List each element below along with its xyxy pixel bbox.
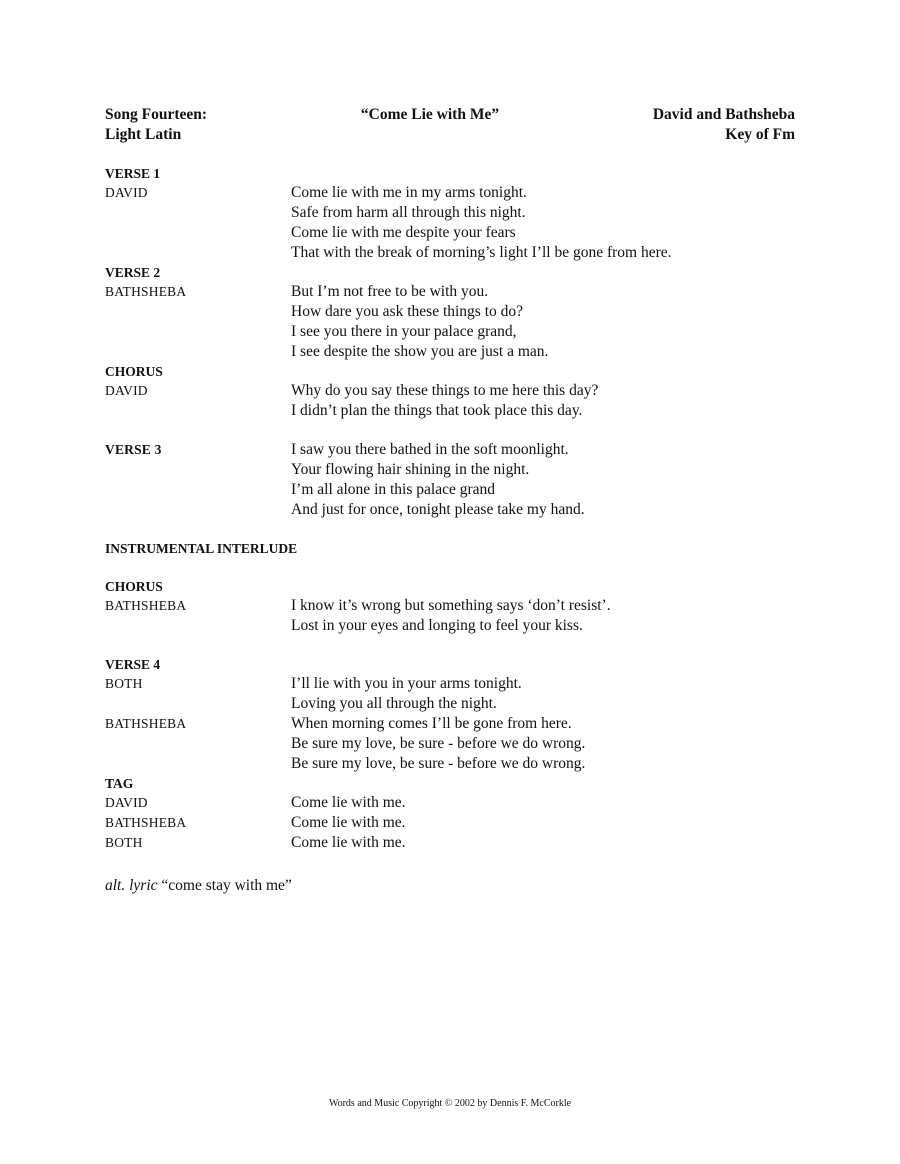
lyric-line: I didn’t plan the things that took place this day. bbox=[291, 402, 583, 419]
speaker-label: BATHSHEBA bbox=[105, 598, 187, 613]
lyric-line: Safe from harm all through this night. bbox=[291, 204, 526, 221]
lyric-line: Come lie with me. bbox=[291, 794, 406, 811]
section-label-verse-1: VERSE 1 bbox=[105, 166, 161, 181]
section-label-chorus: CHORUS bbox=[105, 364, 163, 379]
section-label-verse-3: VERSE 3 bbox=[105, 442, 162, 457]
section-chorus-2 bbox=[105, 596, 805, 636]
song-key: Key of Fm bbox=[725, 126, 795, 143]
alt-lyric-note bbox=[105, 876, 292, 896]
lyric-line: How dare you ask these things to do? bbox=[291, 303, 524, 320]
lyrics-body bbox=[105, 164, 805, 853]
speaker-label: BATHSHEBA bbox=[105, 716, 187, 731]
section-label-tag: TAG bbox=[105, 776, 134, 791]
lyric-line: I see despite the show you are just a man. bbox=[291, 343, 549, 360]
lyric-line: Be sure my love, be sure - before we do wrong. bbox=[291, 735, 586, 752]
speaker-label: BOTH bbox=[105, 676, 143, 691]
speaker-label: BATHSHEBA bbox=[105, 815, 187, 830]
song-header bbox=[105, 105, 795, 149]
section-verse-2 bbox=[105, 282, 805, 362]
lyric-line: That with the break of morning’s light I’ll be gone from here. bbox=[291, 244, 672, 261]
lyric-line: Be sure my love, be sure - before we do wrong. bbox=[291, 755, 586, 772]
lyric-line: I know it’s wrong but something says ‘don’t resist’. bbox=[291, 597, 611, 614]
song-number: Song Fourteen: bbox=[105, 106, 208, 123]
header-right bbox=[653, 105, 795, 145]
section-label-chorus: CHORUS bbox=[105, 579, 163, 594]
tag-row bbox=[105, 813, 805, 833]
tag-row bbox=[105, 793, 805, 813]
tag-row bbox=[105, 833, 805, 853]
song-title: “Come Lie with Me” bbox=[360, 106, 500, 123]
alt-lyric-text: “come stay with me” bbox=[161, 877, 292, 894]
song-style: Light Latin bbox=[105, 126, 182, 143]
section-chorus-1 bbox=[105, 381, 805, 421]
speaker-label: DAVID bbox=[105, 185, 148, 200]
lyric-line: Come lie with me. bbox=[291, 834, 406, 851]
lyric-line: Lost in your eyes and longing to feel your kiss. bbox=[291, 617, 583, 634]
lyric-line: I see you there in your palace grand, bbox=[291, 323, 517, 340]
lyric-line: Your flowing hair shining in the night. bbox=[291, 461, 530, 478]
section-verse-3 bbox=[105, 440, 805, 520]
alt-lyric-label: alt. lyric bbox=[105, 877, 158, 894]
speaker-label: DAVID bbox=[105, 795, 148, 810]
section-verse-1 bbox=[105, 183, 805, 263]
section-verse-4-bathsheba bbox=[105, 714, 805, 774]
section-label-verse-2: VERSE 2 bbox=[105, 265, 161, 280]
section-label-verse-4: VERSE 4 bbox=[105, 657, 161, 672]
lyric-line: Come lie with me in my arms tonight. bbox=[291, 184, 527, 201]
section-label-interlude: INSTRUMENTAL INTERLUDE bbox=[105, 541, 298, 556]
section-verse-4-both bbox=[105, 674, 805, 714]
lyric-line: Why do you say these things to me here this day? bbox=[291, 382, 599, 399]
lyric-line: Come lie with me despite your fears bbox=[291, 224, 516, 241]
copyright-footer: Words and Music Copyright © 2002 by Dennis F. McCorkle bbox=[328, 1098, 572, 1109]
musical-title: David and Bathsheba bbox=[652, 106, 795, 123]
lyric-line: When morning comes I’ll be gone from here. bbox=[291, 715, 572, 732]
speaker-label: BOTH bbox=[105, 835, 143, 850]
speaker-label: DAVID bbox=[105, 383, 148, 398]
lyric-line: Come lie with me. bbox=[291, 814, 406, 831]
lyric-line: But I’m not free to be with you. bbox=[291, 283, 489, 300]
lyric-line: I saw you there bathed in the soft moonlight. bbox=[291, 441, 569, 458]
lyric-line: Loving you all through the night. bbox=[291, 695, 497, 712]
speaker-label: BATHSHEBA bbox=[105, 284, 187, 299]
lyric-line: I’m all alone in this palace grand bbox=[291, 481, 496, 498]
lyric-line: I’ll lie with you in your arms tonight. bbox=[291, 675, 522, 692]
lyric-line: And just for once, tonight please take my hand. bbox=[291, 501, 585, 518]
